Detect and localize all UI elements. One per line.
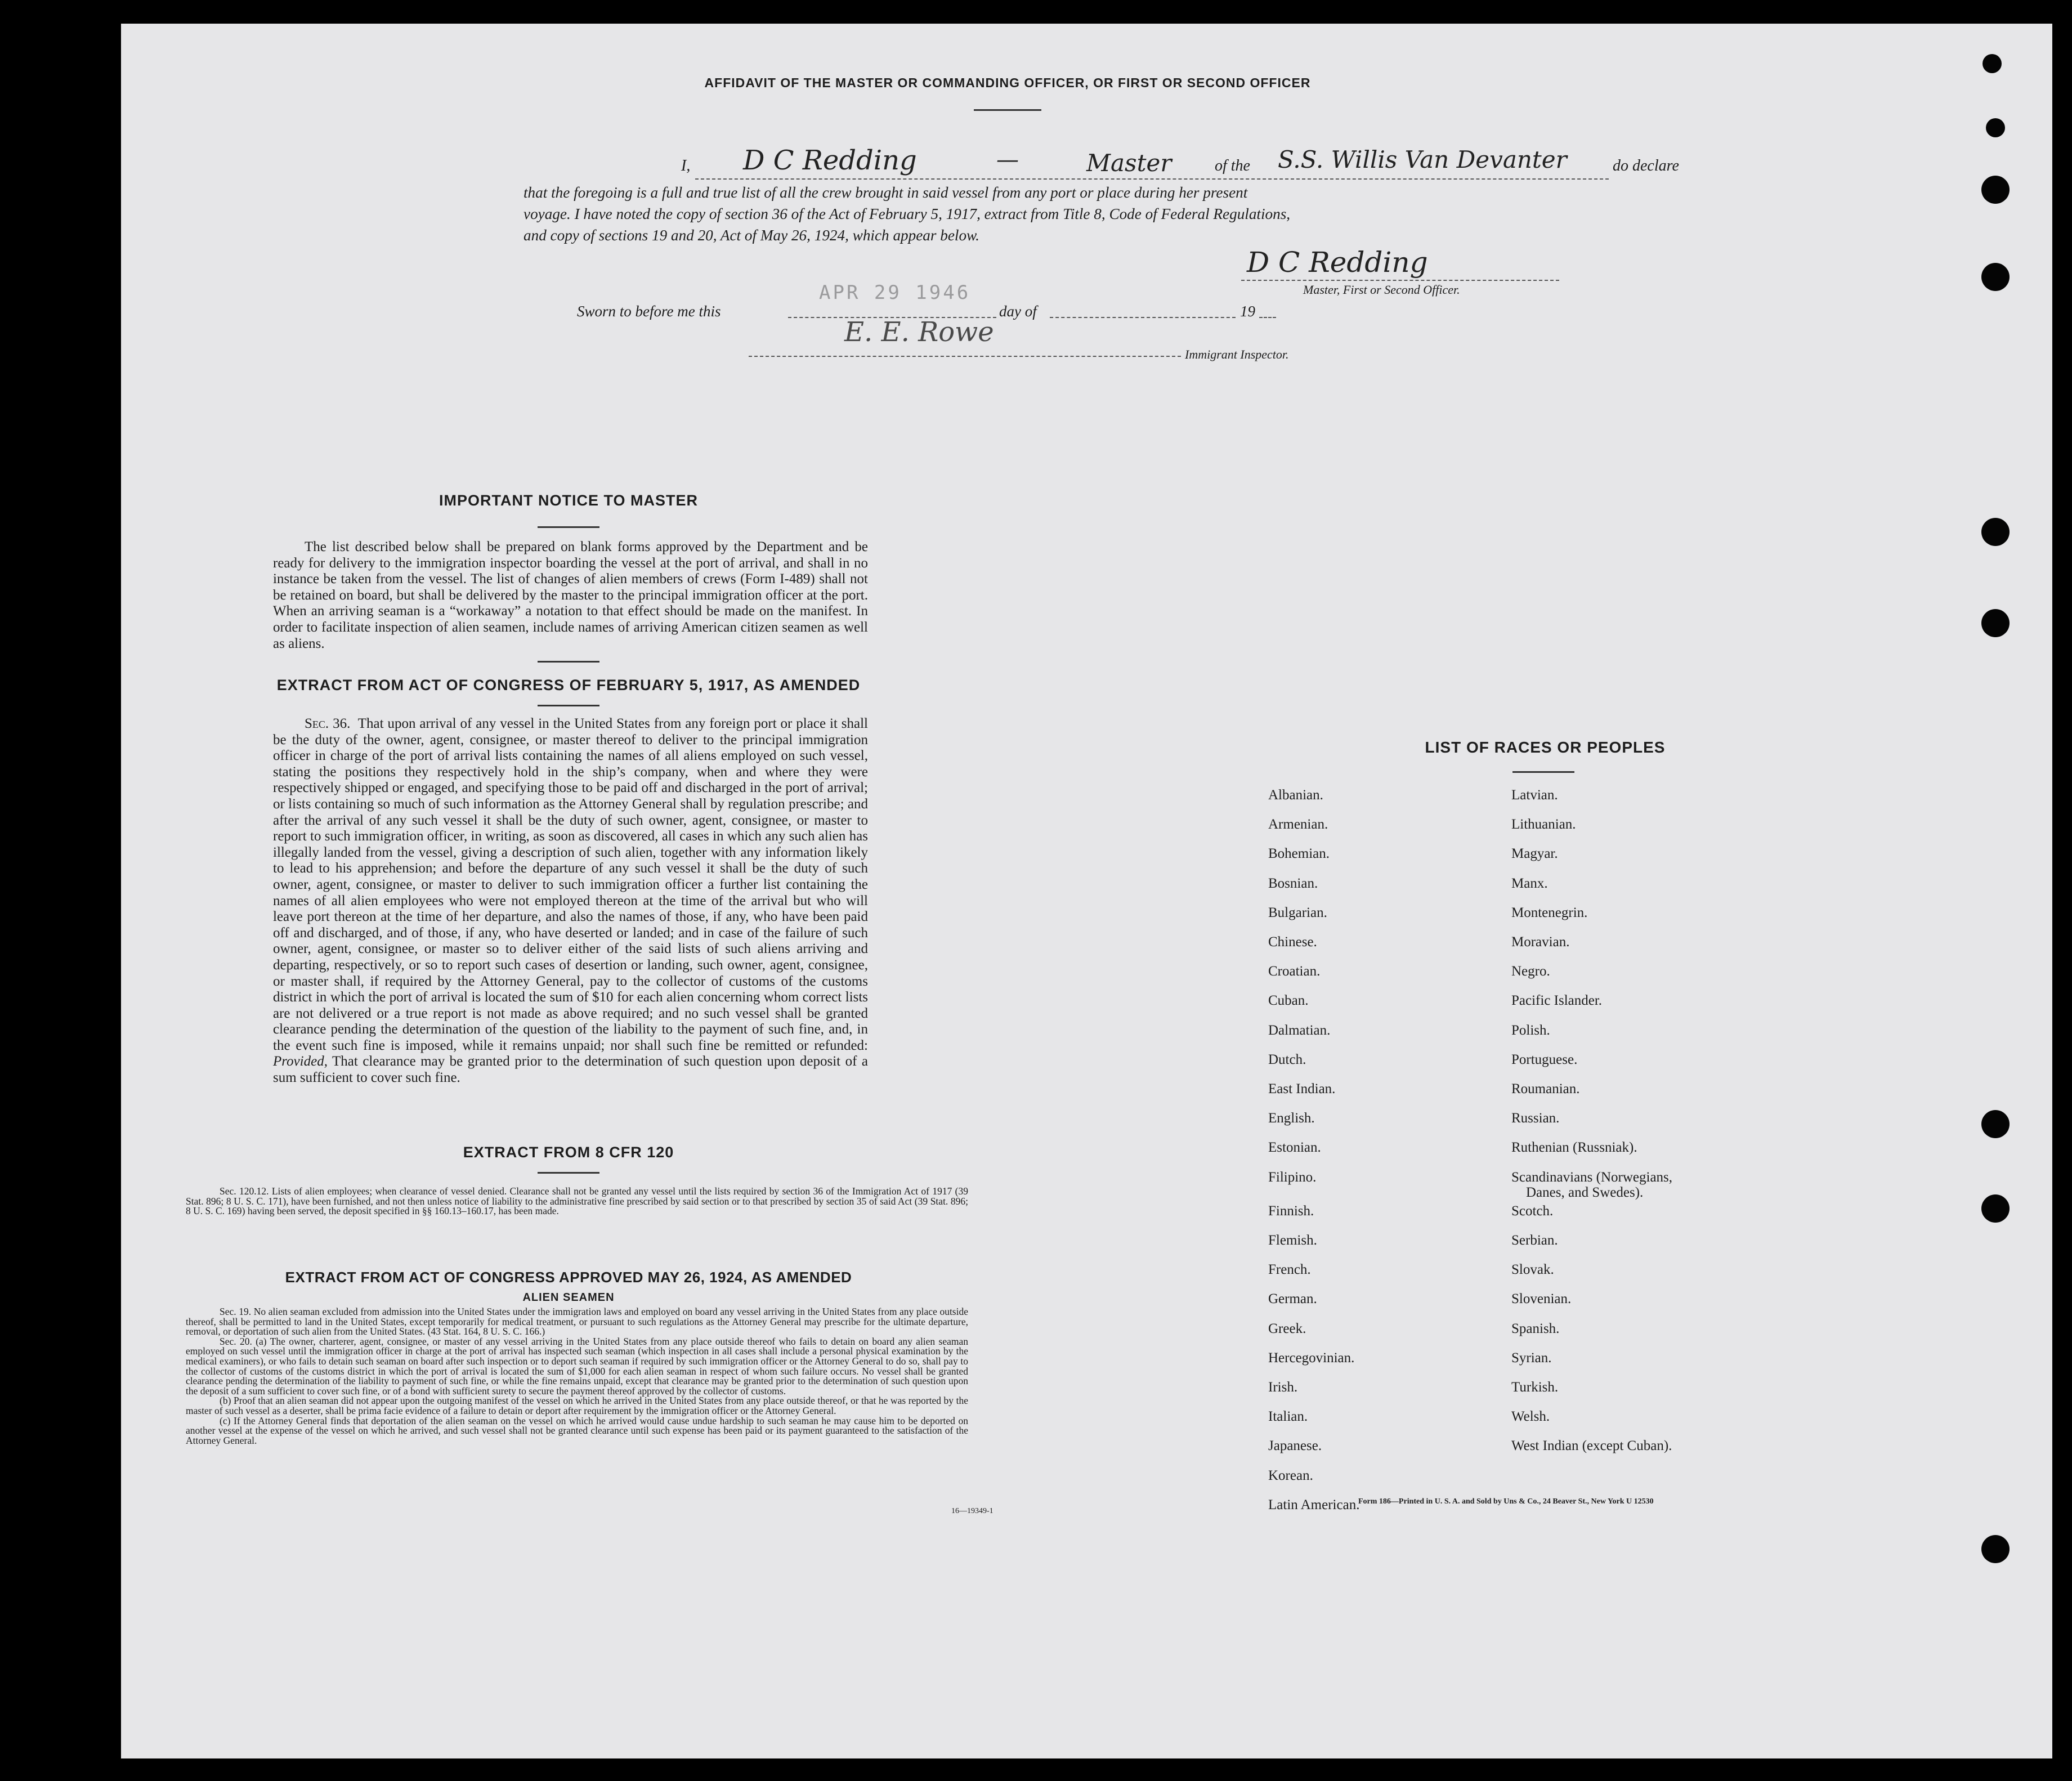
affidavit-line4: and copy of sections 19 and 20, Act of May 26, 1924, which appear below. — [523, 227, 979, 244]
binder-hole — [1983, 54, 2002, 73]
proviso-word: Provided, — [273, 1054, 328, 1070]
race-item: Slovenian. — [1511, 1291, 1572, 1307]
divider — [974, 109, 1041, 111]
extract-cfr-title: EXTRACT FROM 8 CFR 120 — [463, 1144, 674, 1161]
day-of: day of — [999, 303, 1037, 320]
binder-hole — [1981, 1194, 2010, 1223]
race-item: Spanish. — [1511, 1321, 1560, 1336]
printer-footer: Form 186—Printed in U. S. A. and Sold by Uns & Co., 24 Beaver St., New York U 12530 — [1358, 1497, 1654, 1506]
race-item: Pacific Islander. — [1511, 993, 1603, 1009]
do-declare: do declare — [1613, 157, 1679, 174]
race-item: Portuguese. — [1511, 1051, 1578, 1067]
sec-36-text: That upon arrival of any vessel in the United States from any foreign port or place it shall be the duty of the owner, agent, consignee, or master thereof to deliver to the principal immigration officer in charge of the port of arrival lists containing the names of all aliens employed on such vessel, stating the positions they respectively hold in the ship’s company, when and where they were respectively shipped or engaged, and specifying those to be paid off and discharged in the port of arrival; or lists containing so much of such information as the Attorney General shall by regulation prescribe; and after the arrival of any such vessel it shall be the duty of such owner, agent, consignee, or master to report to such immigration officer, in writing, as soon as discovered, all cases in which any such alien has illegally landed from the vessel, giving a description of such alien, together with any information likely to lead to his apprehension; and before the departure of any such vessel it shall be the duty of such owner, agent, consignee, or master to deliver to such immigration officer a further list containing the names of all alien employees who were not employed thereon at the time of the arrival but who will leave port thereon at the time of her departure, and also the names of those, if any, who have been paid off and discharged, and of those, if any, who have deserted or landed; and in case of the failure of such owner, agent, consignee, or master so to deliver either of the said lists of such aliens arriving and departing, respectively, or so to report such cases of desertion or landing, such owner, agent, consignee, or master shall, if required by the Attorney General, pay to the collector of customs of the customs district in which the port of arrival is located the sum of $10 for each alien concerning whom correct lists are not delivered or a true report is not made as above required; and no such vessel shall be granted clearance pending the determination of the question of the liability to the payment of such fine, and, in the event such fine is imposed, while it remains unpaid; nor shall such fine be remitted or refunded: — [273, 716, 868, 1053]
vessel-name-handwritten: S.S. Willis Van Devanter — [1278, 146, 1567, 173]
month-blank — [1050, 317, 1236, 318]
divider — [538, 1172, 599, 1174]
signature-line — [1241, 280, 1559, 281]
affidavit-line1 — [580, 145, 1717, 178]
race-item: Italian. — [1268, 1409, 1308, 1425]
cfr-paragraph: Sec. 120.12. Lists of alien employees; when clearance of vessel denied. Clearance shall not be granted any vessel until the lists required by section 36 of the Immigration Act of 1917 (39 Stat. 896; 8 U. S. C. 171), have been furnished, and not then unless notice of liability to the administrative fine prescribed by said section or to that prescribed by section 35 of said Act (39 Stat. 896; 8 U. S. C. 169) having been served, the deposit specified in §§ 160.13–160.17, has been made. — [186, 1185, 968, 1217]
master-name-handwritten: D C Redding — [743, 145, 917, 176]
race-item: Turkish. — [1511, 1380, 1559, 1395]
race-item: Welsh. — [1511, 1409, 1550, 1425]
races-title: LIST OF RACES OR PEOPLES — [1425, 739, 1666, 756]
race-item: Bulgarian. — [1268, 905, 1327, 920]
sec-36-label: Sec. 36. — [305, 716, 351, 731]
binder-hole — [1981, 1110, 2010, 1138]
race-item: Hercegovinian. — [1268, 1350, 1355, 1366]
affidavit-line2: that the foregoing is a full and true list of all the crew brought in said vessel from any port or place during her present — [523, 184, 1248, 201]
extract-cfr-text — [186, 1187, 968, 1216]
race-item: Japanese. — [1268, 1438, 1322, 1454]
extract-1924-subtitle: ALIEN SEAMEN — [522, 1291, 615, 1304]
race-item: Montenegrin. — [1511, 905, 1588, 920]
dash: — — [996, 147, 1019, 173]
race-item: Bosnian. — [1268, 875, 1318, 891]
divider — [538, 661, 599, 663]
sec-20c-paragraph: (c) If the Attorney General finds that deportation of the alien seaman on the vessel on which he arrived would cause undue hardship to such seaman he may cause him to be deported on another vessel at the expense of the vessel on which he arrived, and such vessel shall not be granted clearance until such expense has been paid or its payment guaranteed to the satisfaction of the Attorney General. — [186, 1415, 968, 1446]
race-item: Flemish. — [1268, 1233, 1317, 1248]
binder-hole — [1986, 118, 2005, 137]
year-prefix: 19 — [1240, 303, 1255, 320]
notice-paragraph: The list described below shall be prepared on blank forms approved by the Department and be ready for delivery to the immigration inspector boarding the vessel at the port of arrival, and shall in no instance be taken from the vessel. The list of changes of alien members of crews (Form I-489) shall not be retained on board, but shall be delivered by the master to the principal immigration officer at the port. When an arriving seaman is a “workaway” a notation to that effect should be made on the manifest. In order to facilitate inspection of alien seamen, include names of arriving American citizen seamen as well as aliens. — [273, 539, 868, 651]
rank-handwritten: Master — [1086, 149, 1172, 177]
race-item: Latvian. — [1511, 787, 1558, 803]
race-item: Negro. — [1511, 964, 1550, 979]
race-item: Dalmatian. — [1268, 1022, 1331, 1038]
sec-20b-paragraph: (b) Proof that an alien seaman did not appear upon the outgoing manifest of the vessel on which he arrived in the United States from any place outside thereof, or that he was reported by the master of such vessel as a deserter, shall be prima facie evidence of a failure to detain or deport after requirement by the immigration officer or the Attorney General. — [186, 1395, 968, 1416]
binder-hole — [1981, 263, 2010, 291]
race-item: German. — [1268, 1291, 1317, 1307]
race-item: Croatian. — [1268, 964, 1321, 979]
of-the: of the — [1215, 157, 1250, 174]
race-item: Filipino. — [1268, 1169, 1317, 1185]
race-item: Estonian. — [1268, 1140, 1321, 1156]
year-blank — [1259, 317, 1276, 318]
document-page — [121, 24, 2052, 1758]
extract-1924-text — [186, 1307, 968, 1446]
race-item: Manx. — [1511, 875, 1548, 891]
binder-hole — [1981, 609, 2010, 637]
signature-caption: Master, First or Second Officer. — [1303, 283, 1460, 297]
race-item: Cuban. — [1268, 993, 1309, 1009]
race-item: Syrian. — [1511, 1350, 1552, 1366]
race-item: Bohemian. — [1268, 846, 1330, 862]
date-stamp: APR 29 1946 — [819, 281, 971, 304]
race-item: Chinese. — [1268, 934, 1317, 950]
race-item: Greek. — [1268, 1321, 1306, 1336]
race-item: Dutch. — [1268, 1051, 1306, 1067]
binder-hole — [1981, 176, 2010, 204]
race-item: Finnish. — [1268, 1203, 1314, 1219]
inspector-caption: Immigrant Inspector. — [1185, 347, 1289, 361]
divider — [538, 526, 599, 528]
race-item: Albanian. — [1268, 787, 1323, 803]
race-item: Scandinavians (Norwegians, — [1511, 1169, 1673, 1185]
race-item: English. — [1268, 1111, 1315, 1126]
i-prefix: I, — [681, 157, 691, 174]
notice-title: IMPORTANT NOTICE TO MASTER — [439, 492, 698, 509]
inspector-signature-handwritten: E. E. Rowe — [844, 316, 994, 348]
notice-text — [273, 539, 868, 652]
race-item: Danes, and Swedes). — [1526, 1184, 1644, 1200]
race-item: West Indian (except Cuban). — [1511, 1438, 1672, 1454]
extract-1917-text — [273, 716, 868, 1086]
race-item: Serbian. — [1511, 1233, 1558, 1248]
sworn-prefix: Sworn to before me this — [577, 303, 721, 320]
extract-1924-title: EXTRACT FROM ACT OF CONGRESS APPROVED MAY 26, 1924, AS AMENDED — [285, 1269, 852, 1286]
divider — [538, 705, 599, 706]
race-item: Roumanian. — [1511, 1081, 1580, 1097]
affidavit-title: AFFIDAVIT OF THE MASTER OR COMMANDING OFFICER, OR FIRST OR SECOND OFFICER — [704, 75, 1311, 90]
binder-hole — [1981, 1535, 2010, 1563]
sec-19-paragraph: Sec. 19. No alien seaman excluded from admission into the United States under the immigration laws and employed on board any vessel arriving in the United States from any place outside thereof, shall be permitted to land in the United States, except temporarily for medical treatment, or pursuant to such regulations as the Attorney General may prescribe for the ultimate departure, removal, or deportation of such alien from the United States. (43 Stat. 164, 8 U. S. C. 166.) — [186, 1306, 968, 1337]
extract-1917-title: EXTRACT FROM ACT OF CONGRESS OF FEBRUARY 5, 1917, AS AMENDED — [276, 677, 861, 693]
race-item: Polish. — [1511, 1022, 1550, 1038]
race-item: Magyar. — [1511, 846, 1558, 862]
race-item: Korean. — [1268, 1467, 1313, 1483]
blank-line — [695, 178, 1609, 180]
race-item: East Indian. — [1268, 1081, 1336, 1097]
sec-20a-paragraph: Sec. 20. (a) The owner, charterer, agent, consignee, or master of any vessel arriving in the United States from any place outside thereof who fails to detain on board any alien seaman employed on such vessel until the immigration officer in charge at the port of arrival has inspected such seaman (which inspection in all cases shall include a personal physical examination by the medical examiners), or who fails to detain such seaman on board after such inspection or to deport such seaman if required by such immigration officer or the Attorney General to do so, shall pay to the collector of customs of the customs district in which the port of arrival is located the sum of $1,000 for each alien seaman in respect of whom such failure occurs. No vessel shall be granted clearance pending the determination of the liability to payment of such fine, or while the fine remains unpaid, except that clearance may be granted prior to the determination of such question upon the deposit of a sum sufficient to cover such fine, or of a bond with sufficient surety to secure the payment thereof approved by the collector of customs. — [186, 1335, 968, 1397]
race-item: French. — [1268, 1262, 1311, 1278]
race-item: Irish. — [1268, 1380, 1298, 1395]
inspector-line — [749, 356, 1181, 357]
binder-hole — [1981, 518, 2010, 546]
divider — [1512, 771, 1574, 773]
race-item: Armenian. — [1268, 817, 1328, 833]
affidavit-line3: voyage. I have noted the copy of section 36 of the Act of February 5, 1917, extract from Title 8, Code of Federal Regulations, — [523, 205, 1291, 222]
proviso-text: That clearance may be granted prior to the determination of such question upon deposit of a sum sufficient to cover such fine. — [273, 1054, 868, 1086]
race-item: Slovak. — [1511, 1262, 1554, 1278]
race-item: Latin American. — [1268, 1497, 1360, 1512]
master-signature-handwritten: D C Redding — [1247, 246, 1428, 279]
race-item: Lithuanian. — [1511, 817, 1576, 833]
form-number: 16—19349-1 — [951, 1507, 994, 1515]
race-item: Scotch. — [1511, 1203, 1554, 1219]
race-item: Ruthenian (Russniak). — [1511, 1140, 1637, 1156]
race-item: Russian. — [1511, 1111, 1560, 1126]
race-item: Moravian. — [1511, 934, 1570, 950]
